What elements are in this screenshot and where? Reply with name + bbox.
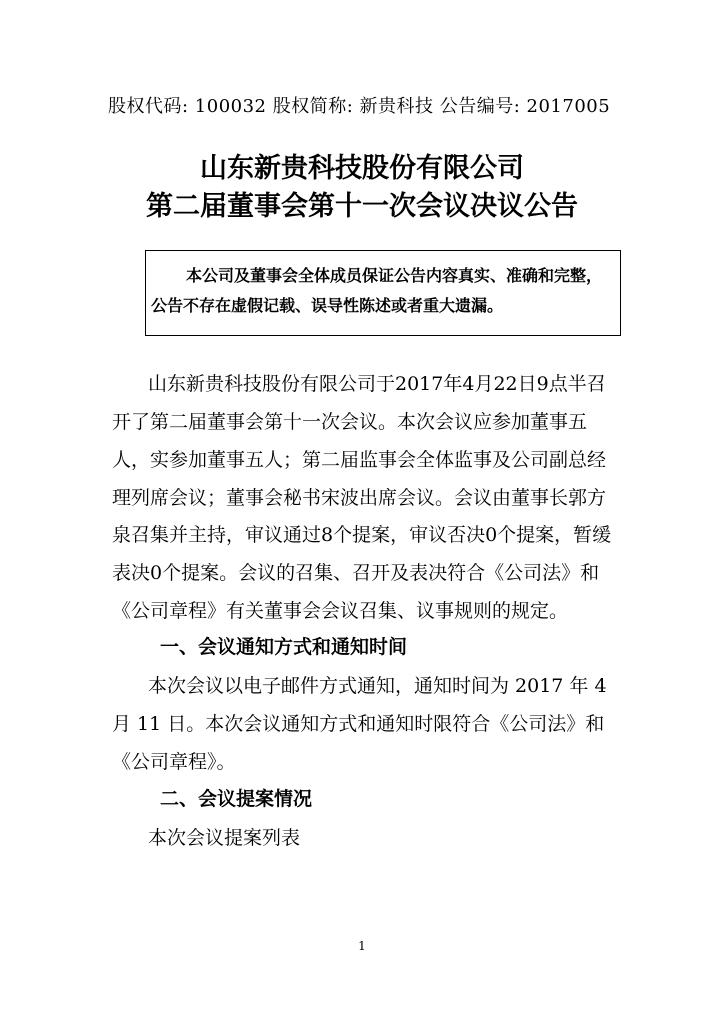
intro-paragraph-line: 《公司章程》有关董事会会议召集、议事规则的规定。: [112, 600, 569, 622]
document-title-announcement: 第二届董事会第十一次会议决议公告: [146, 191, 578, 222]
section1-paragraph-line: 《公司章程》。: [112, 751, 236, 773]
intro-paragraph-line: 泉召集并主持，审议通过8个提案，审议否决0个提案，暂缓: [112, 524, 612, 546]
intro-paragraph-line: 开了第二届董事会第十一次会议。本次会议应参加董事五: [112, 411, 588, 433]
section-heading-proposals: 二、会议提案情况: [160, 788, 313, 810]
notice-line: 公告不存在虚假记载、误导性陈述或者重大遗漏。: [151, 296, 504, 315]
header-info-line: 股权代码: 100032 股权简称: 新贵科技 公告编号: 2017005: [108, 96, 611, 117]
intro-paragraph-line: 理列席会议；董事会秘书宋波出席会议。会议由董事长郭方: [112, 487, 607, 509]
intro-paragraph-line: 山东新贵科技股份有限公司于2017年4月22日9点半召: [148, 373, 606, 395]
section1-paragraph-line: 本次会议以电子邮件方式通知，通知时间为 2017 年 4: [148, 675, 607, 697]
intro-paragraph-line: 人，实参加董事五人；第二届监事会全体监事及公司副总经: [112, 449, 607, 471]
intro-paragraph-line: 表决0个提案。会议的召集、召开及表决符合《公司法》和: [112, 562, 600, 584]
section2-paragraph-line: 本次会议提案列表: [148, 827, 301, 849]
section1-paragraph-line: 月 11 日。本次会议通知方式和通知时限符合《公司法》和: [112, 713, 605, 735]
notice-line: 本公司及董事会全体成员保证公告内容真实、准确和完整，: [186, 266, 603, 285]
page-number: 1: [358, 939, 366, 953]
section-heading-notice-method: 一、会议通知方式和通知时间: [160, 636, 408, 658]
document-title-company: 山东新贵科技股份有限公司: [200, 153, 524, 184]
